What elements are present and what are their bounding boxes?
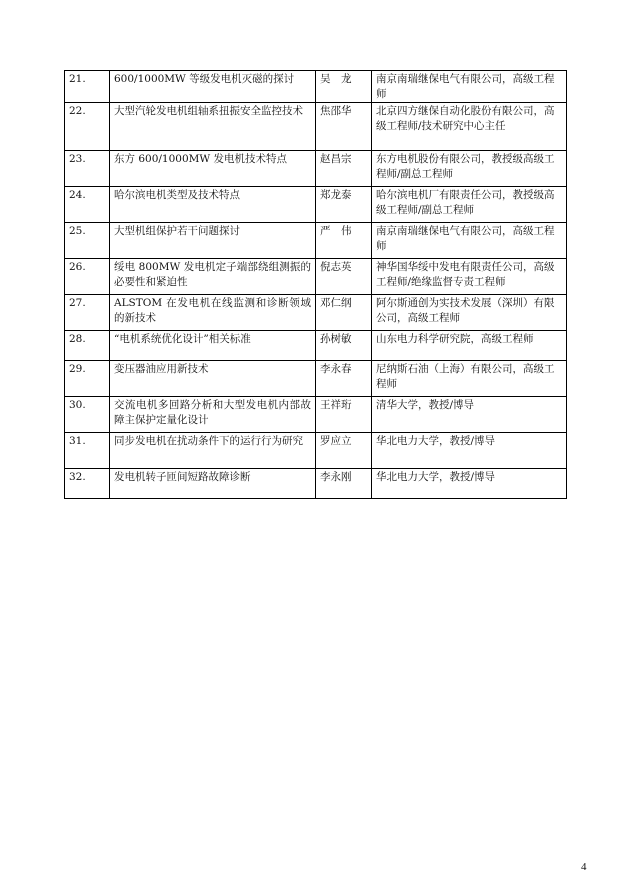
table-row (65, 295, 567, 331)
table-row (65, 103, 567, 151)
speaker-affiliation: 华北电力大学，教授/博导 (372, 469, 567, 499)
speaker-name: 王祥珩 (316, 397, 372, 433)
speaker-affiliation: 清华大学，教授/博导 (372, 397, 567, 433)
row-number: 21. (65, 71, 110, 103)
speaker-name: 罗应立 (316, 433, 372, 469)
speaker-name: 倪志英 (316, 259, 372, 295)
table-row (65, 187, 567, 223)
talk-title: “电机系统优化设计”相关标准 (110, 331, 316, 361)
row-number: 24. (65, 187, 110, 223)
speaker-name: 郑龙泰 (316, 187, 372, 223)
row-number: 25. (65, 223, 110, 259)
row-number: 29. (65, 361, 110, 397)
row-number: 28. (65, 331, 110, 361)
speaker-affiliation: 东方电机股份有限公司，教授级高级工程师/副总工程师 (372, 151, 567, 187)
speaker-name: 焦邵华 (316, 103, 372, 151)
speaker-affiliation: 山东电力科学研究院，高级工程师 (372, 331, 567, 361)
talk-title: 交流电机多回路分析和大型发电机内部故障主保护定量化设计 (110, 397, 316, 433)
table-row (65, 469, 567, 499)
talk-title: 大型机组保护若干问题探讨 (110, 223, 316, 259)
row-number: 32. (65, 469, 110, 499)
talk-title: 发电机转子匝间短路故障诊断 (110, 469, 316, 499)
page-number: 4 (581, 861, 587, 873)
talk-title: 同步发电机在扰动条件下的运行行为研究 (110, 433, 316, 469)
table-row (65, 433, 567, 469)
row-number: 22. (65, 103, 110, 151)
row-number: 23. (65, 151, 110, 187)
speaker-name: 邓仁纲 (316, 295, 372, 331)
speaker-schedule-table (64, 70, 567, 499)
speaker-affiliation: 北京四方继保自动化股份有限公司，高级工程师/技术研究中心主任 (372, 103, 567, 151)
speaker-name: 孙树敏 (316, 331, 372, 361)
table-row (65, 71, 567, 103)
talk-title: 大型汽轮发电机组轴系扭振安全监控技术 (110, 103, 316, 151)
table-row (65, 331, 567, 361)
speaker-name: 严 伟 (316, 223, 372, 259)
speaker-affiliation: 哈尔滨电机厂有限责任公司，教授级高级工程师/副总工程师 (372, 187, 567, 223)
speaker-affiliation: 南京南瑞继保电气有限公司，高级工程师 (372, 71, 567, 103)
speaker-affiliation: 尼纳斯石油（上海）有限公司，高级工程师 (372, 361, 567, 397)
talk-title: 600/1000MW 等级发电机灭磁的探讨 (110, 71, 316, 103)
table-row (65, 397, 567, 433)
row-number: 30. (65, 397, 110, 433)
talk-title: 变压器油应用新技术 (110, 361, 316, 397)
row-number: 31. (65, 433, 110, 469)
speaker-affiliation: 华北电力大学，教授/博导 (372, 433, 567, 469)
speaker-name: 李永春 (316, 361, 372, 397)
speaker-affiliation: 阿尔斯通创为实技术发展（深圳）有限公司，高级工程师 (372, 295, 567, 331)
row-number: 26. (65, 259, 110, 295)
speaker-affiliation: 南京南瑞继保电气有限公司，高级工程师 (372, 223, 567, 259)
talk-title: ALSTOM 在发电机在线监测和诊断领域的新技术 (110, 295, 316, 331)
speaker-name: 李永刚 (316, 469, 372, 499)
table-row (65, 259, 567, 295)
table-row (65, 151, 567, 187)
speaker-affiliation: 神华国华绥中发电有限责任公司，高级工程师/绝缘监督专责工程师 (372, 259, 567, 295)
talk-title: 哈尔滨电机类型及技术特点 (110, 187, 316, 223)
talk-title: 绥电 800MW 发电机定子端部绕组测振的必要性和紧迫性 (110, 259, 316, 295)
row-number: 27. (65, 295, 110, 331)
table-row (65, 361, 567, 397)
talk-title: 东方 600/1000MW 发电机技术特点 (110, 151, 316, 187)
table-row (65, 223, 567, 259)
speaker-name: 赵昌宗 (316, 151, 372, 187)
speaker-name: 吴 龙 (316, 71, 372, 103)
